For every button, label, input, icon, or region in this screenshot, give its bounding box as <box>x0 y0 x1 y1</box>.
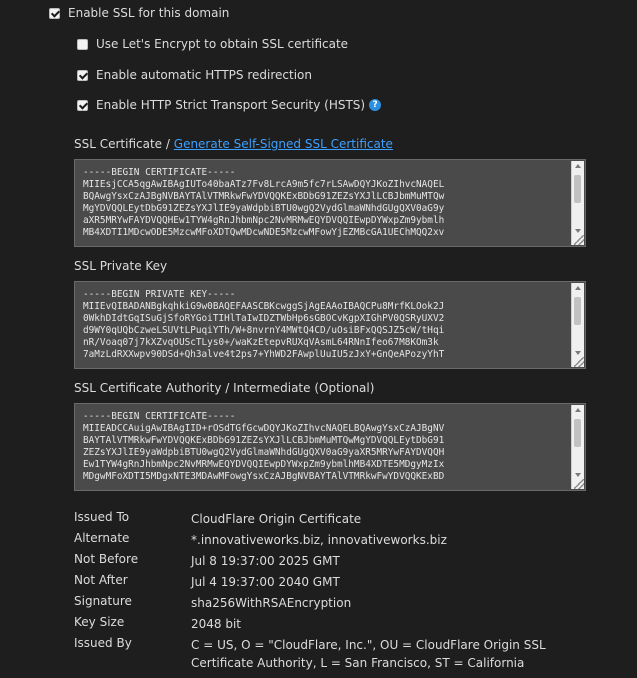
scroll-down-arrow-icon[interactable] <box>575 473 581 477</box>
generate-self-signed-link[interactable]: Generate Self-Signed SSL Certificate <box>173 137 393 151</box>
hsts-label: Enable HTTP Strict Transport Security (HSTS) <box>96 98 366 112</box>
detail-value: sha256WithRSAEncryption <box>191 596 352 610</box>
ssl-certificate-textarea[interactable] <box>74 159 586 247</box>
scroll-up-arrow-icon[interactable] <box>575 286 581 290</box>
scroll-down-arrow-icon[interactable] <box>575 229 581 233</box>
detail-value: 2048 bit <box>191 617 242 631</box>
ssl-ca-scrollbar[interactable] <box>571 405 584 489</box>
https-redirect-label: Enable automatic HTTPS redirection <box>96 68 312 82</box>
ssl-ca-label: SSL Certificate Authority / Intermediate (Optional) <box>74 381 375 395</box>
detail-value: C = US, O = "CloudFlare, Inc.", OU = CloudFlare Origin SSL Certificate Authority, L = San Francisco, ST = California <box>191 638 546 670</box>
enable-ssl-checkbox[interactable] <box>49 8 60 19</box>
resize-grip-icon[interactable] <box>574 357 584 367</box>
help-icon[interactable]: ? <box>369 99 381 111</box>
lets-encrypt-label: Use Let's Encrypt to obtain SSL certificate <box>96 37 349 51</box>
ssl-certificate-value[interactable]: -----BEGIN CERTIFICATE----- MIIEsjCCA5qgAwIBAgIUTo40baATz7Fv8LrcA9m5fc7rLSAwDQYJKoZIhvcNAQEL BQAwgYsxCzAJBgNVBAYTAlVTMRkwFwYDVQQKExBDbG91ZEZsYXJlLCBJbmMuMTQw MgYDVQQLEytDbG91ZEZsYXJlIE9yaWdpbiBTU0wgQ2VydGlmaWNhdGUgQXV0aG9y aXR5MRYwFAYDVQQHEw1TYW4gRnJhbmNpc2NvMRMwEQYDVQQIEwpDYWxpZm9ybmlh MB4XDTI1MDcwODE5MzcwMFoXDTQwMDcwNDE5MzcwMFowYjEZMBcGA1UEChMQQ2xv <box>83 167 445 238</box>
detail-key: Alternate <box>74 531 130 545</box>
scroll-down-arrow-icon[interactable] <box>575 351 581 355</box>
hsts-checkbox[interactable] <box>77 100 88 111</box>
detail-value: Jul 8 19:37:00 2025 GMT <box>191 554 340 568</box>
detail-key: Signature <box>74 594 132 608</box>
ssl-certificate-scrollbar[interactable] <box>571 161 584 245</box>
ssl-private-key-value[interactable]: -----BEGIN PRIVATE KEY----- MIIEvQIBADANBgkqhkiG9w0BAQEFAASCBKcwggSjAgEAAoIBAQCPu8MrfKLOok2J 0WkhDIdtGqISuGjSfoRYGoiTIHlTaIwIDZTWbHp6sGBOCvKgpXIGhPV0QSRyUXV2 d9WY0qUQbCzweLSUVtLPuqiYTh/W+8nvrnY4MWtQ4CD/uOsiBFxQQSJZ5cW/tHqi nR/Voaq07j7kXZvqOUScTLys0+/waKzEtepvRUXqVAsmL64RNnIfeo67M8KOm3k 7aMzLdRXXwpv90DSd+Qh3alve4t2ps7+YhWD2FAwplUuIU5zJxY+GnQeAPozyYhT <box>83 289 445 360</box>
ssl-certificate-label: SSL Certificate / <box>74 137 170 151</box>
detail-key: Key Size <box>74 615 125 629</box>
scroll-thumb[interactable] <box>574 297 581 325</box>
detail-key: Issued By <box>74 636 132 650</box>
hsts-option[interactable] <box>77 97 381 113</box>
https-redirect-checkbox[interactable] <box>77 70 88 81</box>
lets-encrypt-checkbox[interactable] <box>77 39 88 50</box>
lets-encrypt-option[interactable] <box>77 36 348 52</box>
enable-ssl-option[interactable] <box>49 5 229 21</box>
ssl-private-key-label: SSL Private Key <box>74 259 168 273</box>
ssl-ca-value[interactable]: -----BEGIN CERTIFICATE----- MIIEADCCAuigAwIBAgIID+rOSdTGfGcwDQYJKoZIhvcNAQELBQAwgYsxCzAJBgNV BAYTAlVTMRkwFwYDVQQKExBDbG91ZEZsYXJlLCBJbmMuMTQwMgYDVQQLEytDbG91 ZEZsYXJlIE9yaWdpbiBTU0wgQ2VydGlmaWNhdGUgQXV0aG9yaXR5MRYwFAYDVQQH Ew1TYW4gRnJhbmNpc2NvMRMwEQYDVQQIEwpDYWxpZm9ybmlhMB4XDTE5MDgyMzIx MDgwMFoXDTI5MDgxNTE3MDAwMFowgYsxCzAJBgNVBAYTAlVTMRkwFwYDVQQKExBD <box>83 411 445 482</box>
scroll-up-arrow-icon[interactable] <box>575 408 581 412</box>
ssl-ca-textarea[interactable] <box>74 403 586 491</box>
ssl-private-key-scrollbar[interactable] <box>571 283 584 367</box>
enable-ssl-label: Enable SSL for this domain <box>68 6 230 20</box>
scroll-thumb[interactable] <box>574 419 581 447</box>
resize-grip-icon[interactable] <box>574 235 584 245</box>
detail-key: Not After <box>74 573 128 587</box>
detail-key: Issued To <box>74 510 130 524</box>
ssl-certificate-label-row <box>74 137 393 151</box>
https-redirect-option[interactable] <box>77 67 312 83</box>
detail-value: CloudFlare Origin Certificate <box>191 512 362 526</box>
detail-value: Jul 4 19:37:00 2040 GMT <box>191 575 340 589</box>
scroll-up-arrow-icon[interactable] <box>575 164 581 168</box>
detail-key: Not Before <box>74 552 139 566</box>
resize-grip-icon[interactable] <box>574 479 584 489</box>
detail-value: *.innovativeworks.biz, innovativeworks.biz <box>191 533 447 547</box>
scroll-thumb[interactable] <box>574 175 581 203</box>
ssl-private-key-textarea[interactable] <box>74 281 586 369</box>
